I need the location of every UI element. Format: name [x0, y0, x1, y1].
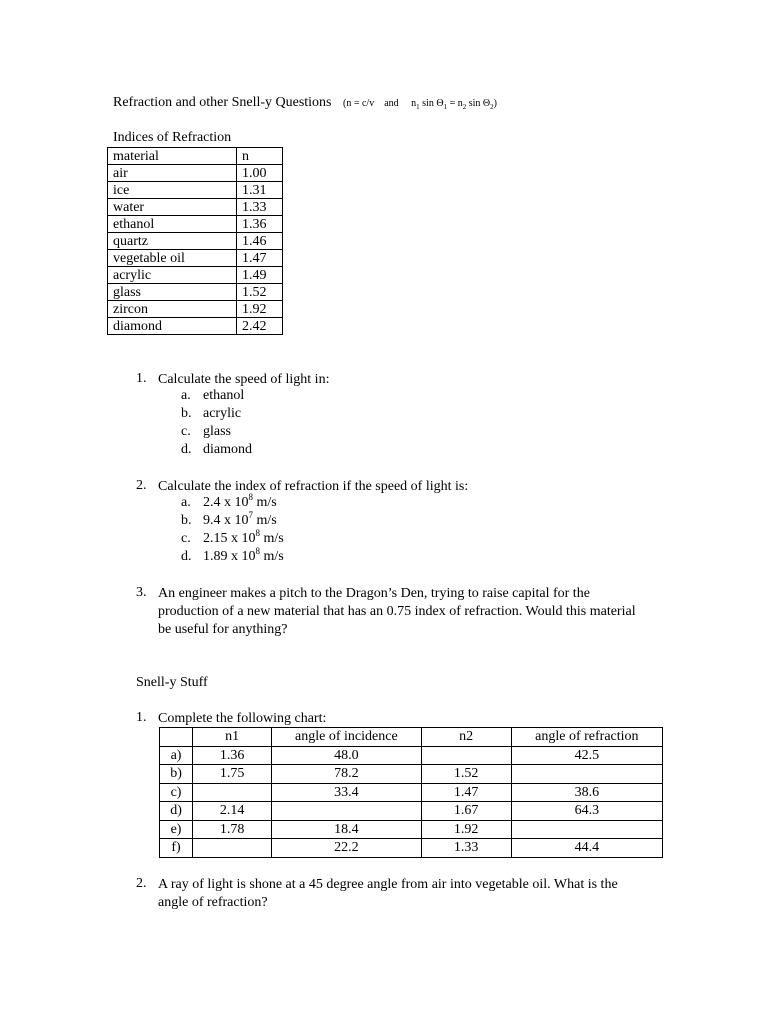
- eq-part: = n: [447, 98, 463, 109]
- snell-row: [160, 802, 663, 821]
- material-cell: vegetable oil: [108, 250, 237, 267]
- n-cell: 2.42: [237, 318, 283, 335]
- n-cell: 1.46: [237, 233, 283, 250]
- indices-heading: Indices of Refraction: [113, 130, 232, 145]
- n2-cell: 1.92: [421, 820, 511, 839]
- row-label: b): [160, 765, 193, 784]
- eq-sub: 2: [490, 103, 494, 111]
- eq-part: sin Θ: [466, 98, 491, 109]
- n-cell: 1.92: [237, 301, 283, 318]
- n-cell: n: [237, 148, 283, 165]
- q2-number: 2.: [136, 478, 147, 493]
- snell-header-cell: [160, 728, 193, 747]
- incidence-cell: 22.2: [272, 839, 421, 858]
- eq-part: sin Θ: [419, 98, 444, 109]
- material-cell: quartz: [108, 233, 237, 250]
- material-cell: material: [108, 148, 237, 165]
- snell-q2-text: A ray of light is shone at a 45 degree angle from air into vegetable oil. What is the angle of refraction?: [158, 877, 618, 910]
- q1-item-text: diamond: [203, 442, 252, 457]
- material-cell: air: [108, 165, 237, 182]
- n2-cell: 1.67: [421, 802, 511, 821]
- q3-number: 3.: [136, 585, 147, 600]
- material-cell: ethanol: [108, 216, 237, 233]
- page-title: [113, 94, 497, 116]
- refraction-cell: [511, 820, 662, 839]
- n-cell: 1.31: [237, 182, 283, 199]
- indices-row: [108, 250, 283, 267]
- row-label: d): [160, 802, 193, 821]
- q3-text: An engineer makes a pitch to the Dragon’s Den, trying to raise capital for the production of a new material that has an 0.75 index of refraction. Would this material be useful for anything?: [158, 586, 636, 637]
- n2-cell: 1.47: [421, 783, 511, 802]
- material-cell: diamond: [108, 318, 237, 335]
- q1-item-text: acrylic: [203, 406, 242, 421]
- q2-item-letter: a.: [181, 495, 191, 510]
- q1-item-letter: b.: [181, 406, 192, 421]
- speed-exponent: 8: [248, 492, 253, 502]
- indices-row: [108, 267, 283, 284]
- indices-row: [108, 318, 283, 335]
- n2-cell: 1.52: [421, 765, 511, 784]
- refraction-cell: 44.4: [511, 839, 662, 858]
- q2-item-letter: c.: [181, 531, 191, 546]
- eq-sub: 1: [416, 103, 420, 111]
- refraction-cell: 64.3: [511, 802, 662, 821]
- incidence-cell: [272, 802, 421, 821]
- n1-cell: [193, 839, 272, 858]
- title-equations: [343, 98, 497, 109]
- indices-row: [108, 165, 283, 182]
- refraction-cell: 38.6: [511, 783, 662, 802]
- indices-row: [108, 233, 283, 250]
- material-cell: zircon: [108, 301, 237, 318]
- n-cell: 1.52: [237, 284, 283, 301]
- snell-q1-number: 1.: [136, 710, 147, 725]
- refraction-cell: [511, 765, 662, 784]
- speed-exponent: 8: [255, 546, 260, 556]
- n2-cell: [421, 746, 511, 765]
- incidence-cell: 18.4: [272, 820, 421, 839]
- eq-sub: 2: [462, 103, 467, 111]
- eq-part: ): [493, 98, 497, 109]
- q1-number: 1.: [136, 371, 147, 386]
- q2-item-text: [203, 528, 284, 547]
- indices-header-row: [108, 148, 283, 165]
- material-cell: glass: [108, 284, 237, 301]
- indices-row: [108, 182, 283, 199]
- speed-base: 2.15 x 10: [203, 531, 256, 546]
- material-cell: ice: [108, 182, 237, 199]
- eq-part: n: [411, 98, 417, 109]
- snell-header-row: [160, 728, 663, 747]
- snell-row: [160, 820, 663, 839]
- speed-base: 1.89 x 10: [203, 549, 256, 564]
- n2-cell: 1.33: [421, 839, 511, 858]
- q2-text: Calculate the index of refraction if the speed of light is:: [158, 479, 469, 494]
- snell-heading: Snell-y Stuff: [136, 675, 208, 690]
- row-label: c): [160, 783, 193, 802]
- q2-item-text: [203, 546, 284, 565]
- title-text: Refraction and other Snell-y Questions: [113, 95, 332, 110]
- incidence-cell: 33.4: [272, 783, 421, 802]
- n1-cell: [193, 783, 272, 802]
- material-cell: water: [108, 199, 237, 216]
- q1-item-letter: c.: [181, 424, 191, 439]
- q1-item-letter: d.: [181, 442, 192, 457]
- q2-item-text: [203, 492, 277, 511]
- row-label: a): [160, 746, 193, 765]
- speed-unit: m/s: [253, 513, 277, 528]
- snell-header-cell: n2: [421, 728, 511, 747]
- snell-row: [160, 746, 663, 765]
- q2-item-letter: d.: [181, 549, 192, 564]
- q1-item-text: ethanol: [203, 388, 245, 403]
- n-cell: 1.00: [237, 165, 283, 182]
- speed-unit: m/s: [260, 549, 284, 564]
- snell-row: [160, 839, 663, 858]
- eq-part: (n = c/v: [343, 98, 375, 109]
- row-label: e): [160, 820, 193, 839]
- speed-base: 2.4 x 10: [203, 495, 249, 510]
- n-cell: 1.36: [237, 216, 283, 233]
- speed-exponent: 8: [255, 528, 260, 538]
- speed-base: 9.4 x 10: [203, 513, 249, 528]
- n1-cell: 1.75: [193, 765, 272, 784]
- snell-header-cell: angle of refraction: [511, 728, 662, 747]
- n-cell: 1.33: [237, 199, 283, 216]
- n1-cell: 1.36: [193, 746, 272, 765]
- row-label: f): [160, 839, 193, 858]
- n1-cell: 2.14: [193, 802, 272, 821]
- refraction-cell: 42.5: [511, 746, 662, 765]
- n1-cell: 1.78: [193, 820, 272, 839]
- indices-row: [108, 301, 283, 318]
- indices-row: [108, 216, 283, 233]
- snell-row: [160, 783, 663, 802]
- indices-table: [107, 147, 283, 335]
- q2-item-letter: b.: [181, 513, 192, 528]
- q1-text: Calculate the speed of light in:: [158, 372, 330, 387]
- snell-table: [159, 727, 663, 858]
- q2-item-text: [203, 510, 277, 529]
- eq-and: and: [384, 98, 399, 109]
- snell-row: [160, 765, 663, 784]
- snell-q2-number: 2.: [136, 876, 147, 891]
- incidence-cell: 48.0: [272, 746, 421, 765]
- material-cell: acrylic: [108, 267, 237, 284]
- indices-row: [108, 199, 283, 216]
- n-cell: 1.49: [237, 267, 283, 284]
- speed-exponent: 7: [248, 510, 253, 520]
- eq-sub: 1: [443, 103, 448, 111]
- q1-item-text: glass: [203, 424, 231, 439]
- incidence-cell: 78.2: [272, 765, 421, 784]
- snell-header-cell: n1: [193, 728, 272, 747]
- snell-header-cell: angle of incidence: [272, 728, 421, 747]
- indices-row: [108, 284, 283, 301]
- n-cell: 1.47: [237, 250, 283, 267]
- snell-q1-text: Complete the following chart:: [158, 711, 327, 726]
- q1-item-letter: a.: [181, 388, 191, 403]
- speed-unit: m/s: [260, 531, 284, 546]
- speed-unit: m/s: [253, 495, 277, 510]
